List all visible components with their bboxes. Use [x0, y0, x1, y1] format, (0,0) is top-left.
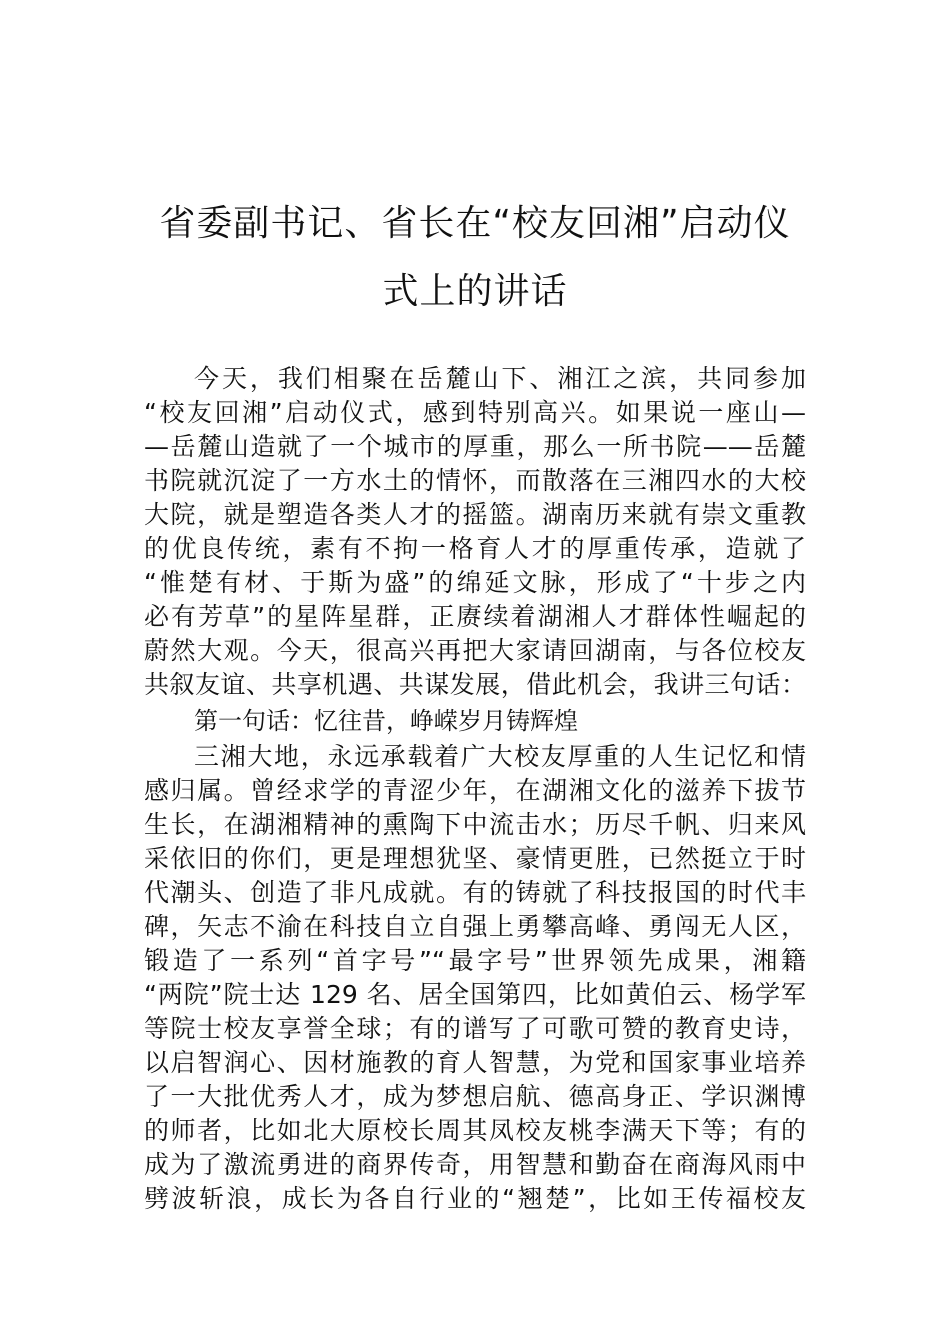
paragraph-1-line-4: 书院就沉淀了一方水土的情怀，而散落在三湘四水的大校 [144, 466, 806, 495]
paragraph-2-line-4: 采依旧的你们，更是理想犹坚、豪情更胜，已然挺立于时 [144, 844, 806, 873]
paragraph-1-line-10: 共叙友谊、共享机遇、共谋发展，借此机会，我讲三句话： [144, 670, 806, 699]
paragraph-2-line-7: 锻造了一系列“首字号”“最字号”世界领先成果，湘籍 [144, 946, 806, 975]
paragraph-2-line-6: 碑，矢志不渝在科技自立自强上勇攀高峰、勇闯无人区， [144, 912, 806, 941]
paragraph-1-line-2: “校友回湘”启动仪式，感到特别高兴。如果说一座山— [144, 398, 806, 427]
paragraph-2-line-13: 成为了激流勇进的商界传奇，用智慧和勤奋在商海风雨中 [144, 1150, 806, 1179]
paragraph-1-line-8: 必有芳草”的星阵星群，正赓续着湖湘人才群体性崛起的 [144, 602, 806, 631]
paragraph-2-line-8: “两院”院士达 129 名、居全国第四，比如黄伯云、杨学军 [144, 980, 806, 1009]
paragraph-2-line-5: 代潮头、创造了非凡成就。有的铸就了科技报国的时代丰 [144, 878, 806, 907]
paragraph-1-line-7: “惟楚有材、于斯为盛”的绵延文脉，形成了“十步之内 [144, 568, 806, 597]
paragraph-2-line-2: 感归属。曾经求学的青涩少年，在湖湘文化的滋养下拔节 [144, 776, 806, 805]
paragraph-1-line-1: 今天，我们相聚在岳麓山下、湘江之滨，共同参加 [194, 364, 806, 393]
paragraph-2-line-11: 了一大批优秀人才，成为梦想启航、德高身正、学识渊博 [144, 1082, 806, 1111]
paragraph-1-line-3: —岳麓山造就了一个城市的厚重，那么一所书院——岳麓 [144, 432, 806, 461]
paragraph-1-line-5: 大院，就是塑造各类人才的摇篮。湖南历来就有崇文重教 [144, 500, 806, 529]
paragraph-1-line-9: 蔚然大观。今天，很高兴再把大家请回湖南，与各位校友 [144, 636, 806, 665]
document-title-line-2: 式上的讲话 [382, 271, 568, 312]
paragraph-2-line-12: 的师者，比如北大原校长周其凤校友桃李满天下等；有的 [144, 1116, 806, 1145]
paragraph-2-line-3: 生长，在湖湘精神的熏陶下中流击水；历尽千帆、归来风 [144, 810, 806, 839]
paragraph-2-line-14: 劈波斩浪，成长为各自行业的“翘楚”，比如王传福校友 [144, 1184, 806, 1213]
document-title-line-1: 省委副书记、省长在“校友回湘”启动仪 [159, 203, 791, 244]
paragraph-2-line-9: 等院士校友享誉全球；有的谱写了可歌可赞的教育史诗， [144, 1014, 806, 1043]
paragraph-2-line-10: 以启智润心、因材施教的育人智慧，为党和国家事业培养 [144, 1048, 806, 1077]
paragraph-1-line-6: 的优良传统，素有不拘一格育人才的厚重传承，造就了 [144, 534, 806, 563]
section-1-heading: 第一句话：忆往昔，峥嵘岁月铸辉煌 [194, 707, 578, 735]
paragraph-2-line-1: 三湘大地，永远承载着广大校友厚重的人生记忆和情 [194, 742, 806, 771]
